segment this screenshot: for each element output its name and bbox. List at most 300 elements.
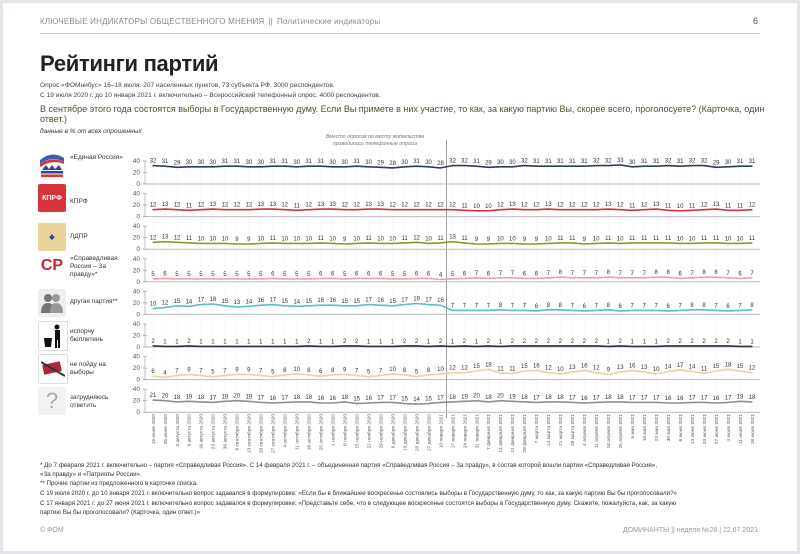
data-point — [560, 209, 561, 210]
data-point — [692, 309, 693, 310]
data-label: 16 — [377, 298, 384, 305]
data-point — [751, 401, 752, 402]
data-label: 7 — [510, 270, 515, 277]
data-label: 18 — [616, 394, 624, 401]
data-label: 31 — [556, 159, 564, 166]
data-point — [476, 210, 477, 211]
data-point — [404, 374, 405, 375]
data-label: 11 — [629, 235, 636, 242]
data-label: 32 — [688, 158, 696, 165]
data-point — [380, 278, 381, 279]
data-label: 2 — [438, 338, 443, 345]
y-tick-label: 0 — [136, 246, 140, 254]
data-point — [152, 242, 153, 243]
data-label: 17 — [676, 362, 684, 369]
x-tick-label: 6 сентября 2020 — [235, 414, 241, 451]
x-tick-label: 1 ноября 2020 — [331, 414, 337, 446]
data-point — [727, 369, 728, 370]
data-point — [320, 346, 321, 347]
data-point — [727, 277, 728, 278]
data-point — [751, 346, 752, 347]
data-label: 13 — [712, 202, 720, 209]
data-point — [440, 209, 441, 210]
data-label: 9 — [534, 237, 539, 244]
data-point — [188, 401, 189, 402]
data-point — [164, 400, 165, 401]
data-label: 6 — [163, 271, 167, 278]
data-label: 30 — [628, 159, 636, 166]
data-label: 12 — [221, 202, 229, 209]
data-point — [296, 210, 297, 211]
data-label: 30 — [245, 159, 253, 166]
data-point — [308, 166, 309, 167]
data-point — [715, 167, 716, 168]
data-point — [368, 242, 369, 243]
data-point — [703, 345, 704, 346]
data-label: 16 — [329, 298, 337, 305]
data-label: 17 — [257, 395, 265, 402]
data-label: 30 — [425, 159, 432, 166]
data-point — [584, 243, 585, 244]
x-tick-label: 9 мая 2021 — [631, 414, 636, 439]
data-point — [656, 166, 657, 167]
data-point — [152, 165, 153, 166]
data-point — [500, 243, 501, 244]
data-point — [715, 345, 716, 346]
data-point — [464, 278, 465, 279]
data-point — [260, 375, 261, 376]
x-tick-label: 16 мая 2021 — [642, 414, 648, 442]
data-label: 10 — [736, 236, 744, 243]
data-point — [512, 209, 513, 210]
data-label: 1 — [211, 339, 215, 346]
method-note: Вместо опросов по месту жительства проводились телефонные опросы — [325, 134, 425, 147]
data-label: 31 — [533, 159, 540, 166]
data-label: 6 — [378, 271, 383, 278]
data-point — [608, 277, 609, 278]
footnote-3: С 19 июля 2020 г. до 10 января 2021 г. включительно вопрос задавался в формулировке: «Если бы в ближайшее воскресенье состоялись выборы в Государственную думу, то как, за какую партию Вы бы проголосовали?» — [40, 490, 678, 497]
data-label: 14 — [245, 299, 253, 306]
data-label: 7 — [354, 368, 359, 375]
data-label: 10 — [437, 366, 444, 373]
x-tick-label: 20 декабря 2020 — [415, 414, 421, 451]
data-label: 15 — [173, 298, 181, 305]
data-label: 2 — [534, 338, 539, 345]
data-point — [356, 305, 357, 306]
data-label: 5 — [175, 271, 179, 278]
data-point — [176, 209, 177, 210]
data-label: 15 — [401, 396, 408, 403]
y-tick-label: 40 — [132, 255, 140, 263]
data-point — [488, 167, 489, 168]
data-label: 8 — [654, 270, 658, 277]
data-label: 16 — [676, 396, 684, 402]
x-tick-label: 30 августа 2020 — [223, 414, 229, 450]
data-point — [620, 209, 621, 210]
data-point — [248, 278, 249, 279]
data-label: 8 — [714, 270, 718, 277]
data-point — [236, 278, 237, 279]
x-tick-label: 29 ноября 2020 — [379, 414, 385, 449]
data-point — [296, 243, 297, 244]
data-label: 12 — [748, 365, 756, 372]
data-label: 32 — [664, 158, 672, 165]
data-point — [368, 166, 369, 167]
data-label: 13 — [616, 365, 624, 372]
data-label: 7 — [594, 303, 598, 310]
data-label: 11 — [724, 203, 732, 210]
data-point — [224, 278, 225, 279]
data-label: 32 — [149, 158, 157, 165]
x-tick-label: 4 июля 2021 — [726, 414, 732, 442]
x-tick-label: 31 января 2021 — [475, 414, 481, 449]
data-point — [512, 277, 513, 278]
data-label: 2 — [343, 338, 347, 345]
data-point — [248, 346, 249, 347]
data-point — [332, 209, 333, 210]
data-point — [284, 374, 285, 375]
data-label: 9 — [235, 367, 239, 374]
data-point — [488, 401, 489, 402]
data-point — [620, 372, 621, 373]
data-point — [751, 209, 752, 210]
data-label: 7 — [642, 303, 646, 310]
data-point — [476, 346, 477, 347]
data-point — [236, 374, 237, 375]
data-label: 8 — [331, 368, 335, 374]
data-label: 18 — [305, 394, 313, 401]
data-label: 18 — [197, 394, 205, 401]
data-label: 2 — [414, 338, 419, 345]
x-tick-label: 26 июля 2020 — [163, 414, 169, 445]
data-point — [464, 345, 465, 346]
data-label: 18 — [485, 394, 492, 401]
data-label: 2 — [570, 338, 574, 345]
x-tick-label: 17 января 2021 — [451, 414, 457, 449]
data-label: 8 — [606, 302, 610, 309]
x-tick-label: 20 сентября 2020 — [259, 414, 265, 454]
data-label: 16 — [437, 298, 444, 305]
data-point — [500, 277, 501, 278]
data-point — [224, 346, 225, 347]
data-point — [404, 304, 405, 305]
data-label: 17 — [377, 395, 384, 402]
y-tick-label: 40 — [132, 158, 140, 165]
data-label: 12 — [748, 202, 756, 209]
data-label: 12 — [161, 300, 169, 307]
data-label: 31 — [317, 159, 325, 166]
data-point — [620, 345, 621, 346]
data-label: 18 — [604, 394, 612, 401]
data-point — [751, 166, 752, 167]
legend-ldpr: ЛДПР — [70, 233, 88, 240]
footer-issue: ДОМИНАНТЫ || неделя №28 | 22.07.2021 — [622, 527, 758, 534]
data-point — [644, 402, 645, 403]
data-label: 18 — [173, 394, 181, 401]
data-point — [356, 166, 357, 167]
y-tick-label: 40 — [132, 288, 140, 296]
data-point — [524, 370, 525, 371]
data-point — [464, 401, 465, 402]
data-point — [524, 345, 525, 346]
data-label: 5 — [271, 369, 275, 376]
data-point — [320, 402, 321, 403]
data-label: 31 — [281, 159, 289, 166]
data-label: 13 — [449, 234, 456, 241]
data-label: 1 — [331, 339, 335, 346]
x-tick-label: 11 апреля 2021 — [595, 414, 601, 449]
data-label: 7 — [714, 303, 718, 310]
data-label: 7 — [642, 270, 646, 277]
data-label: 1 — [223, 339, 227, 346]
x-tick-label: 9 августа 2020 — [187, 414, 193, 447]
x-tick-label: 7 февраля 2021 — [487, 414, 493, 450]
data-point — [320, 242, 321, 243]
data-point — [164, 166, 165, 167]
x-tick-label: 4 октября 2020 — [283, 414, 289, 448]
data-point — [404, 345, 405, 346]
data-point — [512, 345, 513, 346]
data-label: 14 — [293, 299, 301, 306]
data-point — [212, 376, 213, 377]
x-tick-label: 14 февраля 2021 — [499, 414, 505, 453]
data-label: 11 — [605, 235, 612, 242]
data-point — [272, 346, 273, 347]
data-label: 11 — [688, 203, 696, 210]
data-label: 15 — [425, 396, 432, 403]
header-separator: || — [268, 17, 273, 26]
data-point — [428, 346, 429, 347]
data-label: 13 — [604, 202, 612, 209]
data-point — [584, 209, 585, 210]
data-point — [584, 277, 585, 278]
data-point — [296, 373, 297, 374]
data-label: 6 — [582, 303, 586, 310]
data-label: 10 — [592, 236, 600, 243]
data-point — [476, 310, 477, 311]
data-point — [632, 346, 633, 347]
data-label: 7 — [630, 270, 634, 277]
data-label: 10 — [688, 236, 696, 243]
data-point — [368, 278, 369, 279]
data-point — [476, 400, 477, 401]
data-label: 6 — [738, 271, 742, 278]
data-point — [200, 243, 201, 244]
data-point — [344, 209, 345, 210]
data-point — [332, 278, 333, 279]
footnote-4-cont: партию Вы бы проголосовали? (Карточка, один ответ.)» — [40, 509, 200, 516]
data-label: 9 — [247, 237, 251, 244]
data-label: 5 — [390, 271, 395, 278]
data-label: 31 — [161, 159, 169, 166]
data-point — [200, 304, 201, 305]
data-label: 7 — [199, 368, 203, 375]
x-tick-label: 20 июня 2021 — [702, 414, 708, 445]
data-point — [356, 375, 357, 376]
data-label: 30 — [329, 159, 337, 166]
data-label: 19 — [245, 394, 253, 401]
data-point — [332, 305, 333, 306]
data-label: 8 — [283, 368, 287, 374]
data-label: 31 — [676, 159, 684, 166]
data-label: 7 — [223, 368, 227, 375]
data-point — [680, 310, 681, 311]
data-point — [380, 402, 381, 403]
data-point — [572, 345, 573, 346]
data-point — [236, 209, 237, 210]
data-label: 12 — [413, 235, 420, 242]
data-label: 18 — [521, 394, 528, 401]
data-label: 7 — [450, 303, 455, 310]
data-label: 1 — [474, 339, 479, 346]
x-tick-label: 10 января 2021 — [439, 414, 445, 449]
data-label: 10 — [293, 236, 301, 243]
data-label: 12 — [245, 202, 253, 209]
data-point — [560, 401, 561, 402]
data-label: 5 — [343, 271, 347, 278]
data-point — [236, 243, 237, 244]
legend-other-party: другая партия** — [70, 298, 118, 305]
data-point — [644, 242, 645, 243]
data-point — [680, 243, 681, 244]
data-point — [392, 373, 393, 374]
x-tick-label: 6 июня 2021 — [678, 414, 684, 442]
data-label: 29 — [485, 160, 492, 167]
data-point — [620, 401, 621, 402]
data-point — [739, 370, 740, 371]
data-label: 8 — [702, 270, 706, 277]
data-point — [488, 345, 489, 346]
data-point — [596, 310, 597, 311]
data-label: 12 — [521, 202, 528, 209]
data-label: 13 — [317, 202, 325, 209]
x-tick-label: 13 июня 2021 — [690, 414, 696, 445]
data-label: 13 — [233, 299, 241, 306]
data-label: 9 — [606, 367, 610, 374]
data-point — [272, 402, 273, 403]
data-label: 6 — [366, 271, 371, 278]
data-point — [548, 277, 549, 278]
data-point — [452, 165, 453, 166]
data-label: 10 — [389, 366, 396, 373]
data-point — [560, 345, 561, 346]
data-point — [680, 369, 681, 370]
data-point — [416, 278, 417, 279]
data-point — [560, 242, 561, 243]
data-label: 15 — [341, 298, 349, 305]
data-label: 1 — [750, 339, 754, 346]
data-point — [200, 166, 201, 167]
data-label: 29 — [377, 160, 384, 167]
data-point — [308, 305, 309, 306]
data-point — [692, 277, 693, 278]
data-label: 10 — [149, 301, 157, 308]
data-point — [751, 372, 752, 373]
data-point — [344, 166, 345, 167]
data-label: 6 — [319, 369, 323, 376]
data-label: 2 — [187, 338, 191, 345]
data-point — [152, 209, 153, 210]
data-label: 16 — [628, 363, 636, 370]
data-point — [464, 165, 465, 166]
data-label: 30 — [197, 159, 205, 166]
data-point — [368, 402, 369, 403]
data-point — [452, 278, 453, 279]
data-label: 7 — [570, 270, 574, 277]
data-label: 11 — [293, 203, 300, 210]
data-point — [428, 209, 429, 210]
data-label: 30 — [724, 159, 732, 166]
data-label: 31 — [748, 159, 756, 166]
data-point — [260, 305, 261, 306]
data-point — [596, 209, 597, 210]
data-point — [632, 402, 633, 403]
data-point — [212, 166, 213, 167]
data-point — [296, 401, 297, 402]
data-label: 1 — [259, 339, 263, 346]
data-label: 6 — [354, 271, 359, 278]
data-point — [476, 370, 477, 371]
y-tick-label: 20 — [132, 234, 140, 242]
ldpr-logo-icon: ◆ — [38, 223, 66, 251]
data-point — [164, 241, 165, 242]
data-point — [356, 345, 357, 346]
data-point — [440, 305, 441, 306]
x-tick-label: 15 ноября 2020 — [355, 414, 361, 449]
data-point — [536, 278, 537, 279]
data-label: 17 — [269, 297, 277, 304]
footnote-1-cont: «За правду» и «Патриоты России». — [40, 471, 142, 478]
data-point — [356, 278, 357, 279]
data-point — [236, 306, 237, 307]
data-point — [296, 346, 297, 347]
data-label: 8 — [402, 368, 407, 374]
data-label: 10 — [616, 236, 624, 243]
data-label: 10 — [197, 236, 205, 243]
data-label: 31 — [580, 159, 588, 166]
data-label: 10 — [676, 203, 684, 210]
data-label: 1 — [642, 339, 646, 346]
data-point — [584, 166, 585, 167]
data-label: 12 — [305, 202, 313, 209]
data-point — [632, 277, 633, 278]
x-tick-label: 27 июня 2021 — [714, 414, 720, 445]
data-label: 11 — [736, 203, 744, 210]
data-point — [368, 376, 369, 377]
data-point — [152, 278, 153, 279]
data-label: 11 — [365, 235, 372, 242]
data-point — [176, 242, 177, 243]
data-point — [332, 243, 333, 244]
data-point — [548, 309, 549, 310]
data-point — [392, 305, 393, 306]
data-point — [739, 310, 740, 311]
data-point — [632, 166, 633, 167]
data-label: 31 — [640, 159, 648, 166]
data-point — [476, 166, 477, 167]
legend-fair-russia: «Справедливая Россия – За правду»* — [70, 255, 118, 278]
data-label: 12 — [592, 202, 600, 209]
data-point — [620, 164, 621, 165]
data-point — [296, 306, 297, 307]
data-label: 6 — [522, 271, 527, 278]
data-label: 1 — [295, 339, 299, 346]
data-label: 11 — [509, 366, 516, 373]
data-label: 10 — [293, 366, 301, 373]
data-label: 6 — [534, 303, 539, 310]
data-label: 18 — [293, 394, 301, 401]
data-label: 8 — [666, 270, 670, 277]
